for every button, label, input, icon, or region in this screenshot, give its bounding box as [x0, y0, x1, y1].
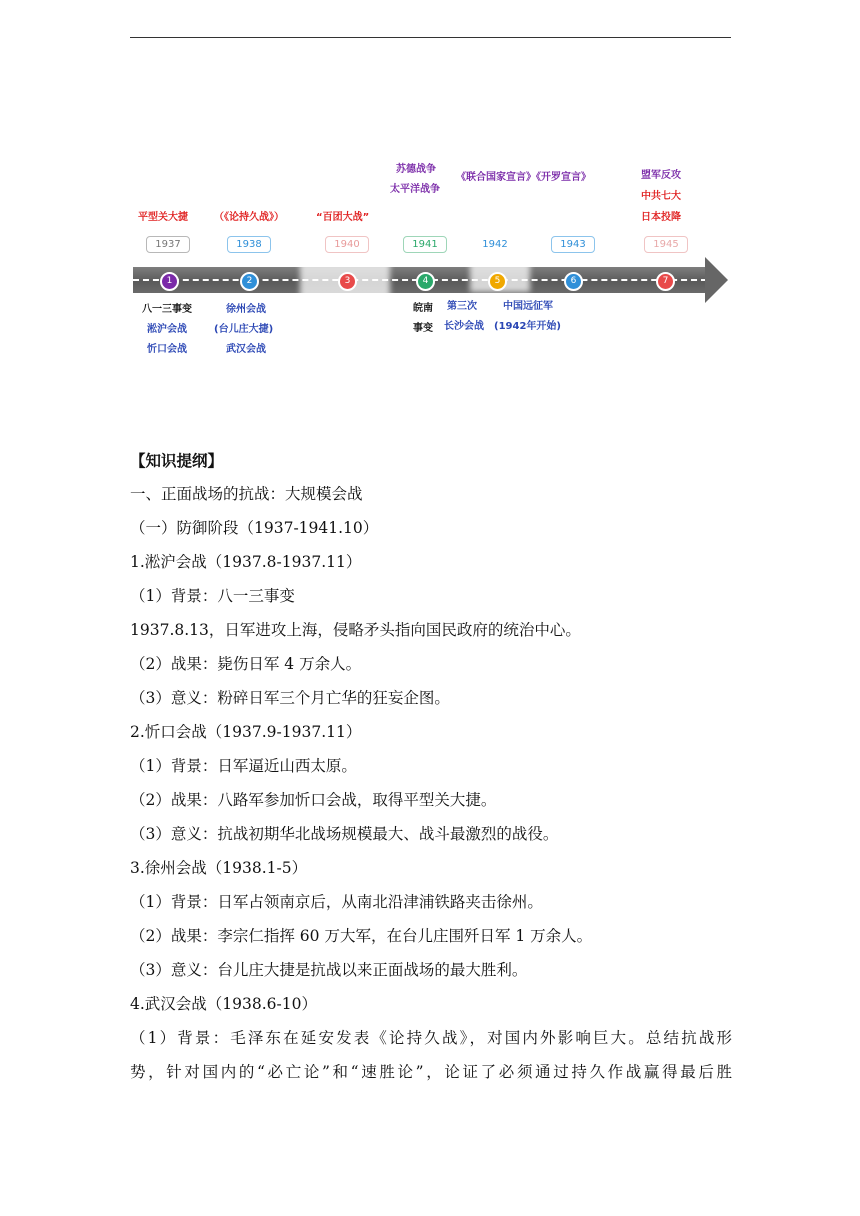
timeline-label-1941b-below-2: 长沙会战 — [444, 321, 484, 332]
outline-line: （2）战果：毙伤日军 4 万余人。 — [130, 655, 362, 673]
timeline-node-6: 6 — [564, 272, 583, 291]
timeline-label-1945-above-3: 日本投降 — [641, 212, 681, 223]
outline-line: （1）背景：日军逼近山西太原。 — [130, 757, 357, 775]
timeline-label-1941-above-1: 苏德战争 — [396, 164, 436, 175]
timeline-label-1937-below-3: 忻口会战 — [147, 344, 187, 355]
timeline-label-1945-above-2: 中共七大 — [641, 191, 681, 202]
timeline-label-1937-below-2: 淞沪会战 — [147, 324, 187, 335]
timeline-node-3: 3 — [338, 272, 357, 291]
timeline-label-1942-above: 《联合国家宣言》《开罗宣言》 — [456, 172, 591, 183]
timeline-label-1938-above: （《论持久战》） — [214, 212, 284, 223]
timeline-node-1: 1 — [160, 272, 179, 291]
year-box-1943: 1943 — [551, 236, 595, 253]
outline-line: 1937.8.13，日军进攻上海，侵略矛头指向国民政府的统治中心。 — [130, 621, 581, 639]
timeline-label-1937-above: 平型关大捷 — [138, 212, 188, 223]
timeline-label-1941-below-2: 事变 — [413, 323, 433, 334]
outline-line: 1.淞沪会战（1937.8-1937.11） — [130, 553, 362, 571]
timeline-label-1942-below-2: (1942年开始) — [494, 321, 561, 332]
outline-line: 3.徐州会战（1938.1-5） — [130, 859, 308, 877]
timeline-figure — [0, 0, 860, 380]
timeline-node-2: 2 — [240, 272, 259, 291]
outline-line: 4.武汉会战（1938.6-10） — [130, 995, 317, 1013]
year-box-1942: 1942 — [473, 236, 517, 253]
outline-line: （3）意义：粉碎日军三个月亡华的狂妄企图。 — [130, 689, 450, 707]
outline-line: （3）意义：台儿庄大捷是抗战以来正面战场的最大胜利。 — [130, 961, 528, 979]
timeline-node-5: 5 — [488, 272, 507, 291]
timeline-label-1941b-below-1: 第三次 — [447, 301, 477, 312]
outline-line: 2.忻口会战（1937.9-1937.11） — [130, 723, 362, 741]
timeline-label-1940-above: “百团大战” — [316, 212, 370, 223]
outline-line: （一）防御阶段（1937-1941.10） — [130, 519, 379, 537]
year-box-1940: 1940 — [325, 236, 369, 253]
outline-line: （1）背景：日军占领南京后，从南北沿津浦铁路夹击徐州。 — [130, 893, 543, 911]
timeline-label-1938-below-1: 徐州会战 — [226, 304, 266, 315]
outline-line: （1）背景：八一三事变 — [130, 587, 295, 605]
timeline-node-4: 4 — [416, 272, 435, 291]
year-box-1945: 1945 — [644, 236, 688, 253]
timeline-node-7: 7 — [656, 272, 675, 291]
outline-line: （3）意义：抗战初期华北战场规模最大、战斗最激烈的战役。 — [130, 825, 559, 843]
timeline-label-1938-below-2: (台儿庄大捷) — [214, 324, 274, 335]
timeline-arrow-head — [705, 257, 728, 303]
timeline-label-1941-below-1: 皖南 — [413, 303, 433, 314]
timeline-label-1937-below-1: 八一三事变 — [142, 304, 192, 315]
outline-line: （1）背景：毛泽东在延安发表《论持久战》，对国内外影响巨大。总结抗战形 — [130, 1029, 732, 1047]
year-box-1937: 1937 — [146, 236, 190, 253]
timeline-label-1945-above-1: 盟军反攻 — [641, 170, 681, 181]
section-title: 【知识提纲】 — [130, 451, 224, 470]
outline-line: 一、正面战场的抗战：大规模会战 — [130, 485, 363, 503]
outline-line: （2）战果：八路军参加忻口会战，取得平型关大捷。 — [130, 791, 497, 809]
outline-line: （2）战果：李宗仁指挥 60 万大军，在台儿庄围歼日军 1 万余人。 — [130, 927, 593, 945]
year-box-1941: 1941 — [403, 236, 447, 253]
year-box-1938: 1938 — [227, 236, 271, 253]
timeline-label-1942-below-1: 中国远征军 — [503, 301, 553, 312]
timeline-label-1938-below-3: 武汉会战 — [226, 344, 266, 355]
timeline-label-1941-above-2: 太平洋战争 — [390, 184, 440, 195]
outline-line: 势，针对国内的“必亡论”和“速胜论”，论证了必须通过持久作战赢得最后胜 — [130, 1063, 732, 1081]
